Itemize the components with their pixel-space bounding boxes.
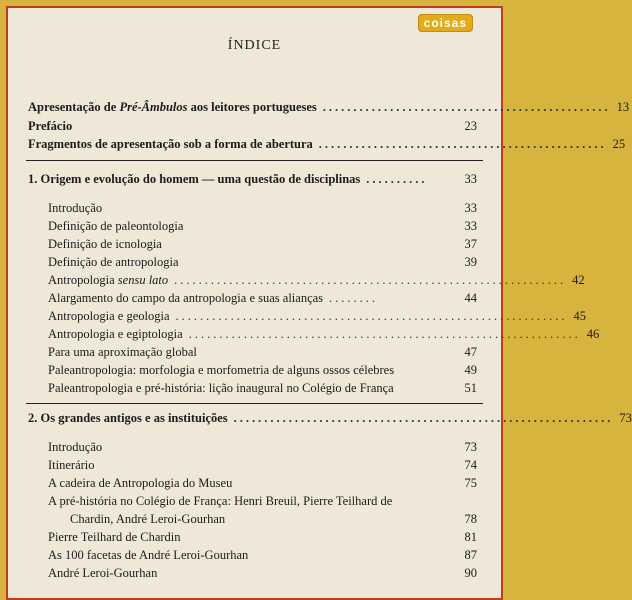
page-number: 73 <box>619 411 632 425</box>
page-number: 47 <box>464 345 477 359</box>
toc-chapter-2 <box>28 411 632 426</box>
dot-leader: ........ <box>329 291 379 305</box>
toc-label: Paleantropologia: morfologia e morfometria de alguns ossos célebres <box>48 363 395 377</box>
toc-label: Antropologia e egiptologia <box>48 327 183 341</box>
toc-entry <box>48 309 586 324</box>
toc-entry <box>48 530 477 545</box>
toc-entry <box>48 381 477 396</box>
toc-entry-fragmentos <box>28 137 626 152</box>
toc-entry <box>48 201 477 216</box>
page-number: 44 <box>464 291 477 305</box>
watermark-logo: coisas <box>418 14 473 32</box>
toc-label: 1. Origem e evolução do homem — uma questão de disciplinas <box>28 172 361 186</box>
dot-leader: ................................................................ <box>175 309 568 323</box>
toc-entry <box>48 237 477 252</box>
page-number: 87 <box>464 548 477 562</box>
toc-label: Alargamento do campo da antropologia e suas alianças <box>48 291 324 305</box>
page-number: 78 <box>464 512 477 526</box>
page-number: 46 <box>586 327 600 341</box>
toc-entry <box>48 273 585 288</box>
toc-label-italic: Pré-Âmbulos <box>119 100 188 114</box>
page-number: 73 <box>464 440 477 454</box>
toc-label: Antropologia e geologia <box>48 309 170 323</box>
page-number: 23 <box>464 119 477 133</box>
page-number: 13 <box>616 100 630 114</box>
toc-entry <box>48 345 477 360</box>
toc-chapter-1 <box>28 172 477 187</box>
page-title: ÍNDICE <box>227 38 282 53</box>
toc-entry <box>48 440 477 455</box>
page-number: 33 <box>464 219 477 233</box>
toc-label: Definição de antropologia <box>48 255 179 269</box>
toc-entry <box>48 566 477 581</box>
page-number: 74 <box>464 458 477 472</box>
toc-entry <box>48 476 477 491</box>
dot-leader: ............................................... <box>322 100 611 114</box>
toc-entry <box>48 291 477 306</box>
toc-entry <box>48 548 477 563</box>
toc-label: Prefácio <box>28 119 73 133</box>
toc-label: A pré-história no Colégio de França: Henri Breuil, Pierre Teilhard de <box>48 494 393 508</box>
page-number: 37 <box>464 237 477 251</box>
section-divider <box>26 160 483 161</box>
toc-entry-apresentacao <box>28 100 630 115</box>
dot-leader: .......... <box>366 172 428 186</box>
page-number: 81 <box>464 530 477 544</box>
toc-entry <box>48 458 477 473</box>
toc-entry <box>48 494 477 509</box>
toc-label: Fragmentos de apresentação sob a forma de abertura <box>28 137 313 151</box>
page-number: 39 <box>464 255 477 269</box>
toc-label: As 100 facetas de André Leroi-Gourhan <box>48 548 249 562</box>
page-number: 90 <box>464 566 477 580</box>
toc-entry-prefacio <box>28 119 477 134</box>
toc-label: Itinerário <box>48 458 95 472</box>
toc-label: Para uma aproximação global <box>48 345 197 359</box>
toc-label: Pierre Teilhard de Chardin <box>48 530 181 544</box>
toc-entry <box>48 255 477 270</box>
toc-entry <box>48 363 477 378</box>
toc-label: Definição de paleontologia <box>48 219 184 233</box>
toc-label: aos leitores portugueses <box>187 100 317 114</box>
page-number: 42 <box>572 273 585 287</box>
toc-label-italic: sensu lato <box>117 273 169 287</box>
page-number: 51 <box>464 381 477 395</box>
page-number: 75 <box>464 476 477 490</box>
section-divider <box>26 403 483 404</box>
page-number: 25 <box>612 137 626 151</box>
toc-label: Chardin, André Leroi-Gourhan <box>70 512 226 526</box>
toc-label: Introdução <box>48 440 103 454</box>
toc-label: Definição de icnologia <box>48 237 162 251</box>
index-page <box>6 6 632 600</box>
toc-label: Paleantropologia e pré-história: lição inaugural no Colégio de França <box>48 381 394 395</box>
dot-leader: ................................................................ <box>188 327 581 341</box>
dot-leader: .............................................................. <box>233 411 614 425</box>
toc-entry <box>48 327 600 342</box>
toc-entry-continuation <box>70 512 477 527</box>
page-number: 49 <box>464 363 477 377</box>
toc-label: Antropologia <box>48 273 118 287</box>
toc-label: A cadeira de Antropologia do Museu <box>48 476 233 490</box>
dot-leader: ............................................... <box>318 137 607 151</box>
toc-label: 2. Os grandes antigos e as instituições <box>28 411 228 425</box>
toc-label: André Leroi-Gourhan <box>48 566 158 580</box>
toc-label: Introdução <box>48 201 103 215</box>
toc-label: Apresentação de <box>28 100 120 114</box>
page-number: 45 <box>573 309 586 323</box>
toc-entry <box>48 219 477 234</box>
dot-leader: ................................................................ <box>174 273 567 287</box>
page-number: 33 <box>464 201 477 215</box>
page-number: 33 <box>464 172 477 186</box>
